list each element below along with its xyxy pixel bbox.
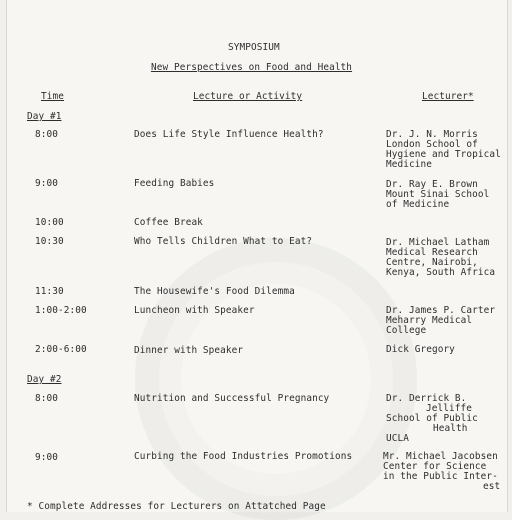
day-label: Day #2 [27,374,62,385]
column-header-time: Time [41,91,64,102]
column-header-activity: Lecture or Activity [193,91,303,102]
row-lecturer-line: Medical Research [386,247,478,258]
row-activity: The Housewife's Food Dilemma [134,286,295,297]
row-lecturer-line: School of Public [386,413,478,424]
embossed-seal [135,238,417,520]
day-label: Day #1 [27,111,62,122]
row-lecturer-line: Dr. Derrick B. [386,393,467,404]
footnote: * Complete Addresses for Lecturers on Attatched Page [27,501,326,512]
row-lecturer-line: Dr. Michael Latham [386,237,490,248]
symposium-title: SYMPOSIUM [228,42,280,53]
row-time: 10:30 [35,236,64,247]
row-activity: Curbing the Food Industries Promotions [134,451,353,462]
row-lecturer-line: Mr. Michael Jacobsen [383,451,498,462]
row-lecturer-line: London School of [386,139,478,150]
row-time: 8:00 [35,393,58,404]
row-time: 2:00-6:00 [35,344,87,355]
row-activity: Coffee Break [134,217,203,228]
row-activity: Luncheon with Speaker [134,305,255,316]
row-time: 10:00 [35,217,64,228]
row-lecturer-line: Health [433,423,468,434]
row-lecturer-line: in the Public Inter- [383,471,498,482]
row-time: 1:00-2:00 [35,305,87,316]
row-lecturer-line: Center for Science [383,461,487,472]
row-lecturer-line: Mount Sinai School [386,189,490,200]
symposium-subtitle: New Perspectives on Food and Health [151,62,353,73]
row-lecturer-line: est [483,481,501,492]
column-header-lecturer: Lecturer* [422,91,474,102]
row-time: 8:00 [35,129,58,140]
row-lecturer-line: Medicine [386,159,432,170]
row-activity: Feeding Babies [134,178,215,189]
row-time: 11:30 [35,286,64,297]
row-time: 9:00 [35,178,58,189]
row-lecturer-line: Dick Gregory [386,344,455,355]
row-activity: Nutrition and Successful Pregnancy [134,393,330,404]
row-lecturer-line: Kenya, South Africa [386,267,496,278]
row-lecturer-line: Meharry Medical [386,315,473,326]
row-activity: Dinner with Speaker [134,345,244,356]
row-lecturer-line: Centre, Nairobi, [386,257,478,268]
row-lecturer-line: College [386,325,427,336]
row-lecturer-line: of Medicine [386,199,450,210]
row-time: 9:00 [35,452,58,463]
row-activity: Does Life Style Influence Health? [134,129,324,140]
row-lecturer-line: Dr. James P. Carter [386,305,496,316]
row-activity: Who Tells Children What to Eat? [134,236,313,247]
row-lecturer-line: Hygiene and Tropical [386,149,501,160]
row-lecturer-line: Dr. Ray E. Brown [386,179,478,190]
row-lecturer-line: UCLA [386,433,409,444]
row-lecturer-line: Dr. J. N. Morris [386,129,478,140]
row-lecturer-line: Jelliffe [426,403,472,414]
